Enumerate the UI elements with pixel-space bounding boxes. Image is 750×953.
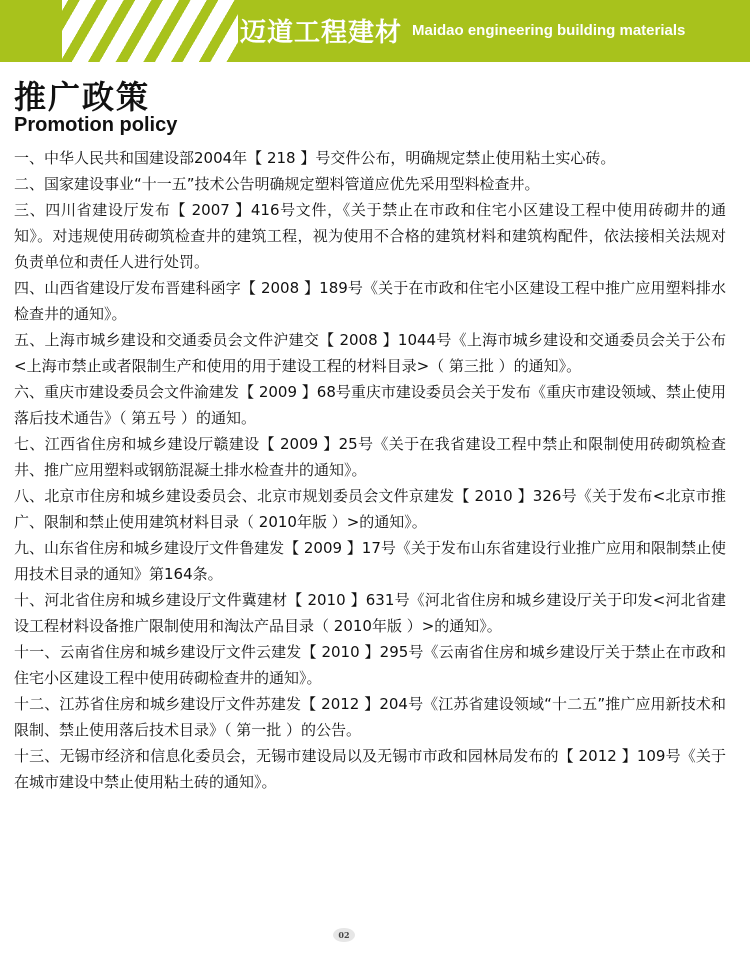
policy-item: 四、山西省建设厅发布晋建科函字【 2008 】189号《关于在市政和住宅小区建设工程中推广应用塑料排水检查井的通知》。 xyxy=(14,279,726,323)
header-banner xyxy=(0,0,750,62)
policy-item: 十二、江苏省住房和城乡建设厅文件苏建发【 2012 】204号《江苏省建设领域“十二五”推广应用新技术和限制、禁止使用落后技术目录》（ 第一批 ）的公告。 xyxy=(14,695,726,739)
page-number: 02 xyxy=(333,928,355,942)
policy-item: 十、河北省住房和城乡建设厅文件冀建材【 2010 】631号《河北省住房和城乡建设厅关于印发<河北省建设工程材料设备推广限制使用和淘汰产品目录（ 2010年版 ）>的通知》。 xyxy=(14,591,726,635)
policy-item: 七、江西省住房和城乡建设厅赣建设【 2009 】25号《关于在我省建设工程中禁止和限制使用砖砌筑检查井、推广应用塑料或钢筋混凝土排水检查井的通知》。 xyxy=(14,435,726,479)
page-title-cn: 推广政策 xyxy=(14,78,151,116)
policy-item: 五、上海市城乡建设和交通委员会文件沪建交【 2008 】1044号《上海市城乡建设和交通委员会关于公布<上海市禁止或者限制生产和使用的用于建设工程的材料目录>（ 第三批 ）的通知》。 xyxy=(14,331,726,375)
brand-name-en: Maidao engineering building materials xyxy=(412,22,686,39)
policy-item: 九、山东省住房和城乡建设厅文件鲁建发【 2009 】17号《关于发布山东省建设行业推广应用和限制禁止使用技术目录的通知》第164条。 xyxy=(14,539,726,583)
brand-name-cn: 迈道工程建材 xyxy=(240,18,403,48)
policy-item: 一、中华人民共和国建设部2004年【 218 】号交件公布，明确规定禁止使用粘土实心砖。 xyxy=(14,149,616,167)
decorative-stripes xyxy=(62,0,238,62)
policy-item: 二、国家建设事业“十一五”技术公告明确规定塑料管道应优先采用型料检查井。 xyxy=(14,175,540,193)
policy-item: 八、北京市住房和城乡建设委员会、北京市规划委员会文件京建发【 2010 】326号《关于发布<北京市推广、限制和禁止使用建筑材料目录（ 2010年版 ）>的通知》。 xyxy=(14,487,726,531)
policy-item: 三、四川省建设厅发布【 2007 】416号文件，《关于禁止在市政和住宅小区建设工程中使用砖砌井的通知》。对违规使用砖砌筑检查井的建筑工程，视为使用不合格的建筑材料和建筑构配件，依法接相关法规对负责单位和责任人进行处罚。 xyxy=(14,201,726,271)
policy-list xyxy=(14,145,726,795)
policy-item: 十三、无锡市经济和信息化委员会，无锡市建设局以及无锡市市政和园林局发布的【 2012 】109号《关于在城市建设中禁止使用粘土砖的通知》。 xyxy=(14,747,726,791)
page-title-en: Promotion policy xyxy=(14,114,178,136)
policy-item: 六、重庆市建设委员会文件渝建发【 2009 】68号重庆市建设委员会关于发布《重庆市建设领域、禁止使用落后技术通告》（ 第五号 ）的通知。 xyxy=(14,383,726,427)
policy-item: 十一、云南省住房和城乡建设厅文件云建发【 2010 】295号《云南省住房和城乡建设厅关于禁止在市政和住宅小区建设工程中使用砖砌检查井的通知》。 xyxy=(14,643,726,687)
